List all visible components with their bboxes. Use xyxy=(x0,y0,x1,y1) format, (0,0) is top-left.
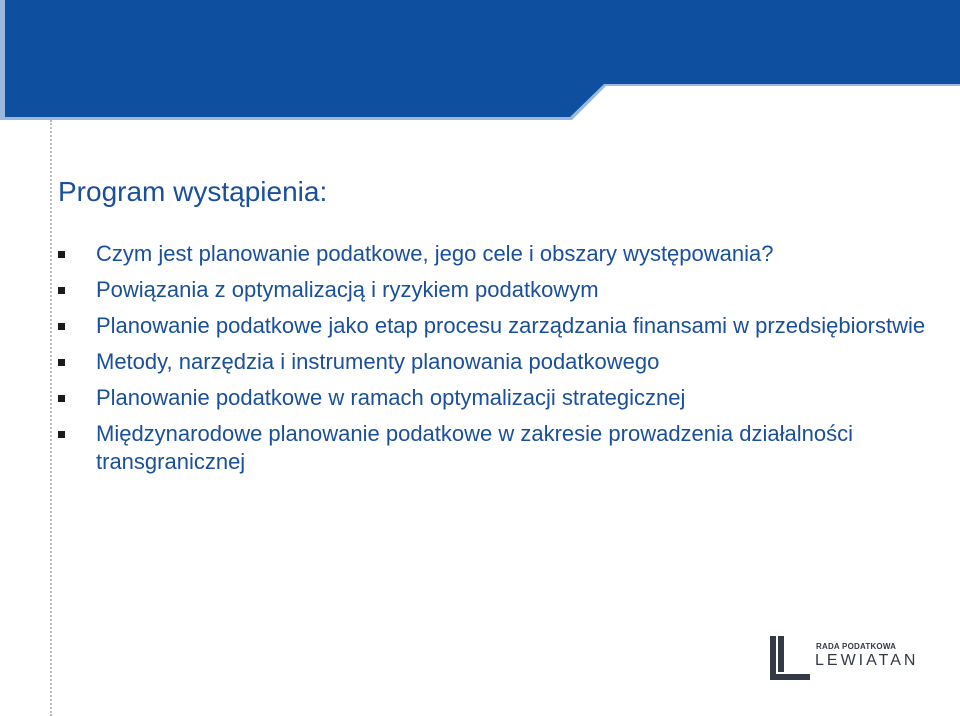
slide-title: Program wystąpienia: xyxy=(58,176,328,207)
list-item-text: Powiązania z optymalizacją i ryzykiem podatkowym xyxy=(96,277,599,302)
lewiatan-logo xyxy=(768,634,928,684)
square-bullet-icon xyxy=(58,323,65,330)
list-item-text: Czym jest planowanie podatkowe, jego cele i obszary występowania? xyxy=(96,241,774,266)
logo-caption: RADA PODATKOWA xyxy=(816,642,897,651)
left-divider xyxy=(50,120,52,716)
list-item-text: Międzynarodowe planowanie podatkowe w zakresie prowadzenia działalności transgranicznej xyxy=(96,421,853,474)
list-item xyxy=(58,420,938,476)
logo-name: LEWIATAN xyxy=(815,652,919,669)
header-band-fill xyxy=(5,0,960,117)
header-band xyxy=(0,0,960,120)
list-item-text: Planowanie podatkowe jako etap procesu zarządzania finansami w przedsiębiorstwie xyxy=(96,313,926,338)
square-bullet-icon xyxy=(58,395,65,402)
square-bullet-icon xyxy=(58,251,65,258)
list-item xyxy=(58,348,938,376)
square-bullet-icon xyxy=(58,431,65,438)
list-item xyxy=(58,384,938,412)
agenda-list xyxy=(58,240,938,484)
square-bullet-icon xyxy=(58,359,65,366)
list-item xyxy=(58,312,938,340)
list-item-text: Metody, narzędzia i instrumenty planowania podatkowego xyxy=(96,349,660,374)
list-item xyxy=(58,276,938,304)
lewiatan-logo-icon xyxy=(768,634,812,682)
list-item xyxy=(58,240,938,268)
square-bullet-icon xyxy=(58,287,65,294)
list-item-text: Planowanie podatkowe w ramach optymalizacji strategicznej xyxy=(96,385,686,410)
